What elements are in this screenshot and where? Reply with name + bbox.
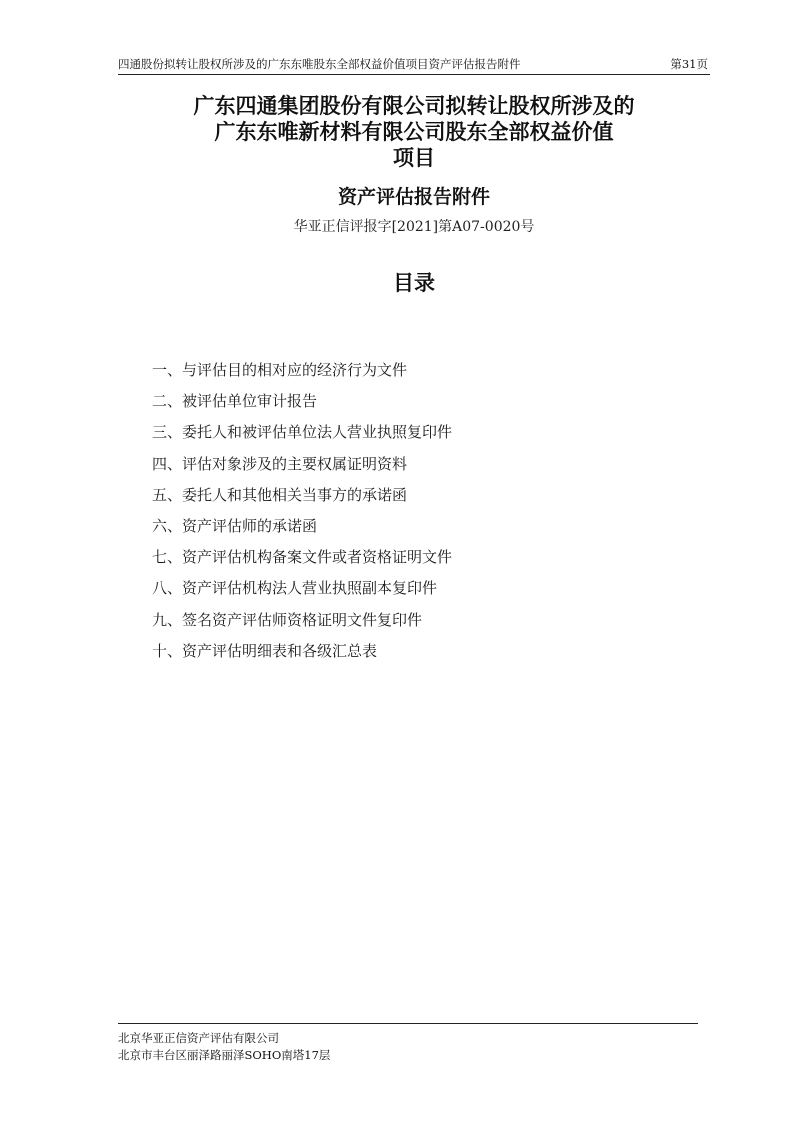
footer-address: 北京市丰台区丽泽路丽泽SOHO南塔17层 xyxy=(118,1048,331,1062)
toc-item-8: 八、资产评估机构法人营业执照副本复印件 xyxy=(152,579,438,598)
toc-item-6: 六、资产评估师的承诺函 xyxy=(152,516,318,535)
header-title: 四通股份拟转让股权所涉及的广东东唯股东全部权益价值项目资产评估报告附件 xyxy=(118,57,521,71)
page-footer xyxy=(118,1023,698,1064)
title-line-1: 广东四通集团股份有限公司拟转让股权所涉及的 xyxy=(193,94,635,118)
toc-item-3: 三、委托人和被评估单位法人营业执照复印件 xyxy=(152,423,453,442)
toc-item-7: 七、资产评估机构备案文件或者资格证明文件 xyxy=(152,548,453,567)
toc-item-9: 九、签名资产评估师资格证明文件复印件 xyxy=(152,610,423,629)
toc-item-5: 五、委托人和其他相关当事方的承诺函 xyxy=(152,485,408,504)
toc-item-1: 一、与评估目的相对应的经济行为文件 xyxy=(152,361,408,379)
toc-heading: 目录 xyxy=(393,271,435,295)
toc-item-2: 二、被评估单位审计报告 xyxy=(152,392,318,411)
document-title xyxy=(118,93,710,171)
toc-item-4: 四、评估对象涉及的主要权属证明资料 xyxy=(152,454,408,473)
toc-list xyxy=(152,358,452,670)
toc-item-10: 十、资产评估明细表和各级汇总表 xyxy=(152,641,378,660)
report-number: 华亚正信评报字[2021]第A07-0020号 xyxy=(293,219,535,235)
footer-company: 北京华亚正信资产评估有限公司 xyxy=(118,1031,279,1045)
title-line-2: 广东东唯新材料有限公司股东全部权益价值 xyxy=(214,120,614,144)
document-subtitle: 资产评估报告附件 xyxy=(337,186,490,208)
header-page-number: 第31页 xyxy=(670,57,708,71)
title-line-3: 项目 xyxy=(393,146,435,170)
page-header xyxy=(118,56,710,75)
